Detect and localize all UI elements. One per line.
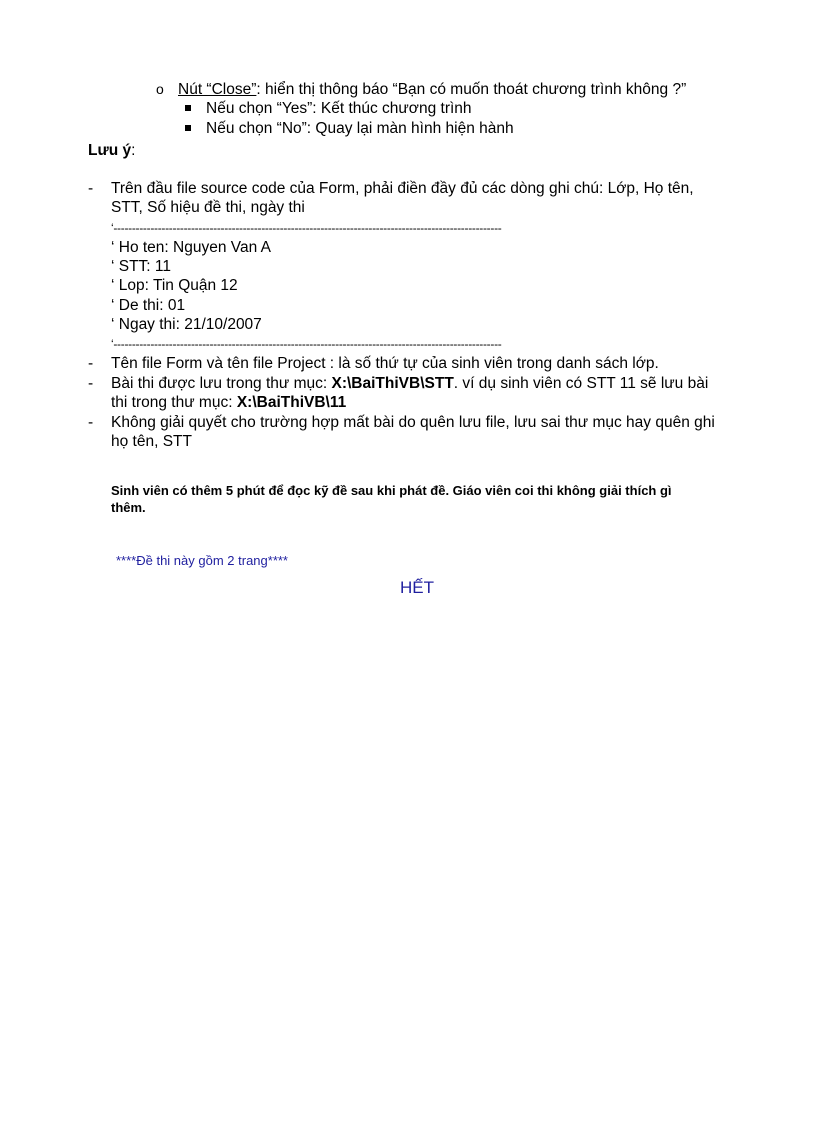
item-4-line-2: họ tên, STT xyxy=(111,433,192,450)
page-count-info: ****Đề thi này gồm 2 trang**** xyxy=(116,553,288,568)
item-2: Tên file Form và tên file Project : là số thứ tự của sinh viên trong danh sách lớp. xyxy=(111,355,659,372)
no-option-line: Nếu chọn “No”: Quay lại màn hình hiện hành xyxy=(206,120,514,137)
comment-line: ‘ De thi: 01 xyxy=(111,297,186,314)
item-3-pre: Bài thi được lưu trong thư mục: xyxy=(111,375,332,392)
yes-option-line: Nếu chọn “Yes”: Kết thúc chương trình xyxy=(206,100,472,117)
comment-separator-top: ‘--------------------------------------------------------------------------------------------------------- xyxy=(111,222,502,234)
comment-line: ‘ STT: 11 xyxy=(111,258,172,275)
close-text: : hiển thị thông báo “Bạn có muốn thoát chương trình không ?” xyxy=(256,81,687,98)
item-1-line-1: Trên đầu file source code của Form, phải điền đầy đủ các dòng ghi chú: Lớp, Họ tên, xyxy=(111,180,694,197)
square-bullet-icon xyxy=(185,125,191,131)
circle-bullet-icon: o xyxy=(156,81,164,97)
item-3-line-2-pre: thi trong thư mục: xyxy=(111,394,237,411)
comment-separator-bottom: ‘--------------------------------------------------------------------------------------------------------- xyxy=(111,338,502,350)
close-option-line xyxy=(178,80,686,99)
dash-bullet-icon: - xyxy=(88,180,94,197)
notice-line-2: thêm. xyxy=(111,500,146,515)
dash-bullet-icon: - xyxy=(88,414,94,431)
square-bullet-icon xyxy=(185,105,191,111)
item-3-path-1: X:\BaiThiVB\STT xyxy=(331,375,454,392)
item-1-line-2: STT, Số hiệu đề thi, ngày thi xyxy=(111,199,305,216)
notice-line-1: Sinh viên có thêm 5 phút để đọc kỹ đề sau khi phát đề. Giáo viên coi thi không giải thích gì xyxy=(111,483,672,498)
item-3-post: . ví dụ sinh viên có STT 11 sẽ lưu bài xyxy=(453,375,709,392)
item-3-line-1 xyxy=(111,374,708,393)
item-3-path-2: X:\BaiThiVB\11 xyxy=(236,394,347,411)
close-label: Nút “Close” xyxy=(178,81,257,98)
note-heading-text: Lưu ý xyxy=(88,142,132,159)
comment-line: ‘ Ho ten: Nguyen Van A xyxy=(111,239,271,256)
dash-bullet-icon: - xyxy=(88,375,94,392)
end-mark: HẾT xyxy=(400,578,434,597)
dash-bullet-icon: - xyxy=(88,355,94,372)
comment-line: ‘ Ngay thi: 21/10/2007 xyxy=(111,316,262,333)
note-heading xyxy=(88,141,135,160)
item-3-line-2 xyxy=(111,393,346,412)
note-colon: : xyxy=(131,142,136,159)
comment-line: ‘ Lop: Tin Quận 12 xyxy=(111,277,238,294)
item-4-line-1: Không giải quyết cho trường hợp mất bài do quên lưu file, lưu sai thư mục hay quên ghi xyxy=(111,414,715,431)
